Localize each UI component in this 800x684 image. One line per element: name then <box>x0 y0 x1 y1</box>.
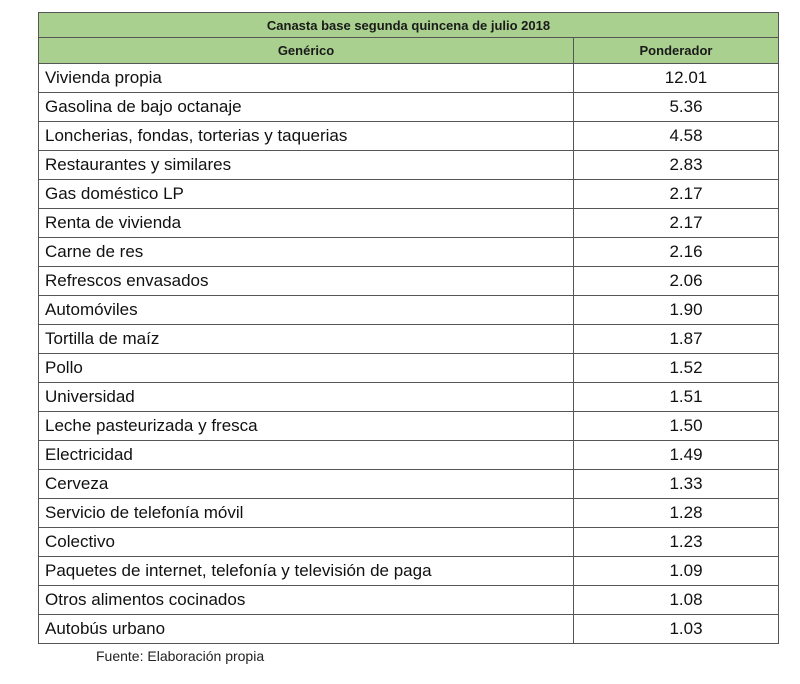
weight-value-cell: 2.17 <box>574 180 779 209</box>
table-row <box>39 470 779 499</box>
generic-name-cell: Cerveza <box>39 470 574 499</box>
weight-value-cell: 1.52 <box>574 354 779 383</box>
table-body <box>39 64 779 644</box>
table-row <box>39 151 779 180</box>
table-row <box>39 238 779 267</box>
generic-name-cell: Colectivo <box>39 528 574 557</box>
generic-name-cell: Pollo <box>39 354 574 383</box>
weight-value-cell: 1.51 <box>574 383 779 412</box>
generic-name-cell: Gas doméstico LP <box>39 180 574 209</box>
generic-name-cell: Electricidad <box>39 441 574 470</box>
table-row <box>39 557 779 586</box>
weight-value-cell: 1.33 <box>574 470 779 499</box>
table-row <box>39 209 779 238</box>
table-row <box>39 528 779 557</box>
weight-value-cell: 5.36 <box>574 93 779 122</box>
weight-value-cell: 1.49 <box>574 441 779 470</box>
generic-name-cell: Vivienda propia <box>39 64 574 93</box>
table-row <box>39 586 779 615</box>
table-row <box>39 354 779 383</box>
generic-name-cell: Autobús urbano <box>39 615 574 644</box>
weight-value-cell: 2.83 <box>574 151 779 180</box>
generic-name-cell: Carne de res <box>39 238 574 267</box>
weight-value-cell: 1.08 <box>574 586 779 615</box>
table-row <box>39 615 779 644</box>
table-title: Canasta base segunda quincena de julio 2018 <box>39 13 779 38</box>
table-row <box>39 499 779 528</box>
basket-table-container <box>38 12 778 644</box>
table-row <box>39 267 779 296</box>
column-header-weight: Ponderador <box>574 38 779 64</box>
table-row <box>39 180 779 209</box>
weight-value-cell: 1.90 <box>574 296 779 325</box>
generic-name-cell: Universidad <box>39 383 574 412</box>
generic-name-cell: Gasolina de bajo octanaje <box>39 93 574 122</box>
table-row <box>39 93 779 122</box>
generic-name-cell: Renta de vivienda <box>39 209 574 238</box>
weight-value-cell: 12.01 <box>574 64 779 93</box>
table-row <box>39 383 779 412</box>
source-note: Fuente: Elaboración propia <box>96 648 265 664</box>
table-row <box>39 412 779 441</box>
generic-name-cell: Automóviles <box>39 296 574 325</box>
generic-name-cell: Refrescos envasados <box>39 267 574 296</box>
weight-value-cell: 2.16 <box>574 238 779 267</box>
table-row <box>39 64 779 93</box>
generic-name-cell: Paquetes de internet, telefonía y televisión de paga <box>39 557 574 586</box>
weight-value-cell: 2.06 <box>574 267 779 296</box>
table-header-row <box>39 38 779 64</box>
generic-name-cell: Servicio de telefonía móvil <box>39 499 574 528</box>
weight-value-cell: 1.23 <box>574 528 779 557</box>
weight-value-cell: 4.58 <box>574 122 779 151</box>
table-row <box>39 122 779 151</box>
weight-value-cell: 1.87 <box>574 325 779 354</box>
basket-table <box>38 12 779 644</box>
table-row <box>39 441 779 470</box>
generic-name-cell: Tortilla de maíz <box>39 325 574 354</box>
generic-name-cell: Loncherias, fondas, torterias y taquerias <box>39 122 574 151</box>
column-header-generic: Genérico <box>39 38 574 64</box>
generic-name-cell: Leche pasteurizada y fresca <box>39 412 574 441</box>
generic-name-cell: Restaurantes y similares <box>39 151 574 180</box>
weight-value-cell: 1.09 <box>574 557 779 586</box>
weight-value-cell: 2.17 <box>574 209 779 238</box>
weight-value-cell: 1.50 <box>574 412 779 441</box>
weight-value-cell: 1.03 <box>574 615 779 644</box>
weight-value-cell: 1.28 <box>574 499 779 528</box>
generic-name-cell: Otros alimentos cocinados <box>39 586 574 615</box>
table-row <box>39 296 779 325</box>
table-title-row <box>39 13 779 38</box>
table-row <box>39 325 779 354</box>
